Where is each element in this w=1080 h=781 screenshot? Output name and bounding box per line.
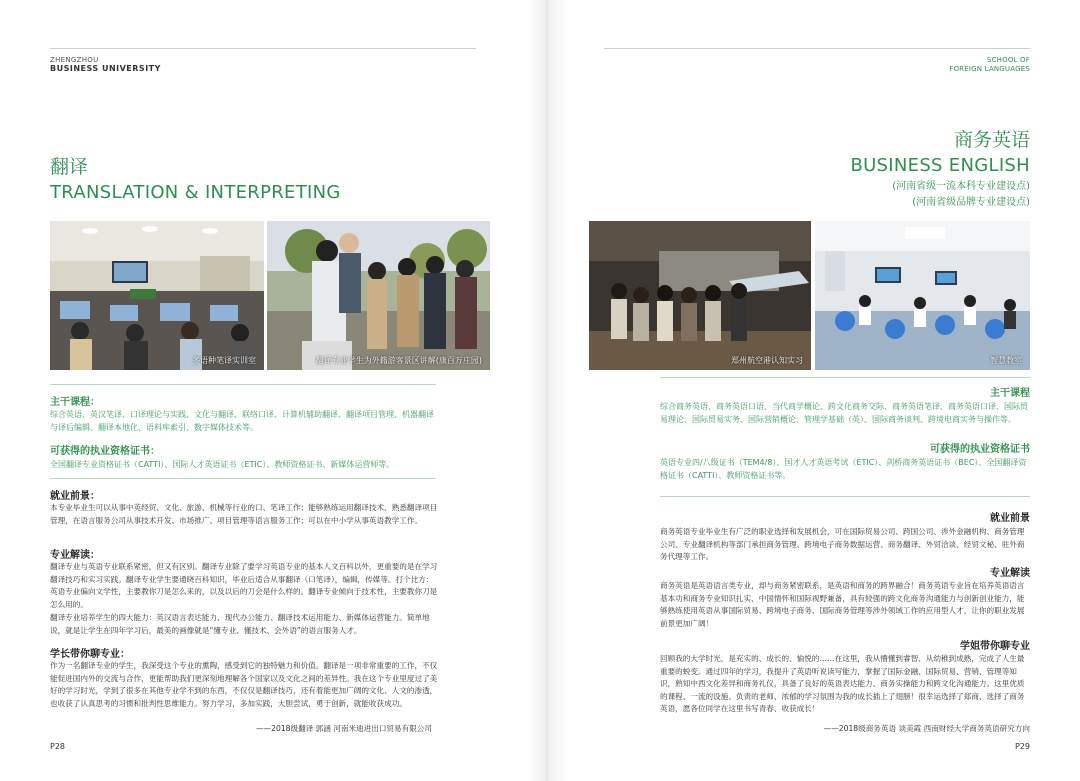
airport-photo xyxy=(589,221,811,370)
left-interpretation-text-1: 翻译专业与英语专业联系紧密，但又有区别。翻译专业除了要学习英语专业的基本人文百科以外，更重要的是在学习翻译技巧和实习实践。翻译专业学生要通晓百科知识，毕业后适合从事翻译（口笔译），编辑，传媒等。打个比方：英语专业偏向文学性，主要教你刀是怎么来的，以及以后的刀会是什么样的。翻译专业倾向于技术性，主要教你刀是怎么用的。 xyxy=(50,562,438,609)
right-senior-label: 学姐带你聊专业 xyxy=(960,641,1030,652)
left-header-top: ZHENGZHOU xyxy=(50,56,99,64)
left-header-rule xyxy=(50,48,476,49)
smart-classroom-caption: 智慧教室 xyxy=(990,356,1022,365)
right-subtitle-1: (河南省级一流本科专业建设点) xyxy=(892,181,1030,192)
airport-photo-caption: 郑州航空港认知实习 xyxy=(731,356,803,365)
right-page-number: P29 xyxy=(1014,742,1030,751)
right-core-courses-label: 主干课程 xyxy=(990,388,1030,399)
right-title-en: BUSINESS ENGLISH xyxy=(850,155,1030,176)
left-core-courses-label: 主干课程： xyxy=(50,397,100,408)
left-title-cn: 翻译 xyxy=(50,156,89,178)
left-certs-text: 全国翻译专业资格证书（CATTI）、国际人才英语证书（ETIC）、教师资格证书、新媒体运营师等。 xyxy=(50,460,395,469)
guide-photo-caption: 翻译专业学生为外籍游客景区讲解(康百万庄园) xyxy=(315,356,482,365)
lab-photo-graphic xyxy=(50,221,264,370)
left-page-number: P28 xyxy=(50,742,66,751)
right-senior-text: 回顾我的大学时光，是充实的、成长的、愉悦的……在这里，我从懵懂到睿智、从幼稚到成熟，完成了人生最重要的蜕变。通过四年的学习，我提升了英语听说读写能力，掌握了国际金融、国际贸易、营销、管理等知识，熟知中西文化差异和商务礼仪，具备了良好的英语表达能力、商务实操能力和跨文化沟通能力。这里优质的课程、一流的设施、负责的老师、浓郁的学习氛围为我的成长插上了翅膀！很幸运选择了郑商、选择了商务英语，愿各位同学在这里书写青春、收获成长！ xyxy=(660,654,1025,714)
right-employment-label: 就业前景 xyxy=(990,513,1030,524)
left-section-rule-2 xyxy=(50,478,436,479)
right-header-top: SCHOOL OF xyxy=(986,56,1030,64)
left-senior-label: 学长带你聊专业： xyxy=(50,649,130,660)
left-certs-label: 可获得的执业资格证书： xyxy=(50,446,160,457)
left-title-en: TRANSLATION & INTERPRETING xyxy=(50,182,341,203)
airport-photo-graphic xyxy=(589,221,811,370)
right-interpretation-label: 专业解读 xyxy=(990,568,1030,579)
right-signature: ——2018级商务英语 谈美霞 西南财经大学商务英语研究方向 xyxy=(823,724,1030,733)
guide-photo-graphic xyxy=(267,221,490,370)
left-employment-label: 就业前景： xyxy=(50,491,100,502)
right-header-bottom: FOREIGN LANGUAGES xyxy=(949,65,1030,73)
right-interpretation-text: 商务英语是英语语言类专业，却与商务紧密联系，是英语和商务的跨界融合！商务英语专业旨在培养英语语言基本功和商务专业知识扎实、中国情怀和国际视野兼备，具有较强的跨文化商务沟通能力与创新创业能力，能够熟练使用英语从事国际贸易、跨境电子商务、国际商务管理等涉外领域工作的应用型人才，让你的职业发展前景更加广阔！ xyxy=(660,581,1025,628)
right-core-courses-text: 综合商务英语、商务英语口语、当代商学概论、跨文化商务交际、商务英语笔译、商务英语口译、国际贸易理论、国际贸易实务、国际营销概论、管理学基础（英）、国际商务谈判、跨境电商实务与操作等。 xyxy=(660,402,1028,424)
left-interpretation-text-2: 翻译专业培养学生的四大能力：英汉语言表达能力、现代办公能力、翻译技术运用能力、新媒体运营能力。简单地说，就是让学生在四年学习后，最美的画像就是“懂专业、懂技术、会外语”的语言服务人才。 xyxy=(50,613,430,635)
right-certs-text: 英语专业四/八级证书（TEM4/8）、国才人才英语考试（ETIC）、剑桥商务英语证书（BEC）、全国翻译资格证书（CATTI）、教师资格证书等。 xyxy=(660,458,1027,480)
lab-photo-caption: 多语种笔译实训室 xyxy=(192,356,256,365)
left-senior-text: 作为一名翻译专业的学生，我深受这个专业的熏陶，感受到它的独特魅力和价值。翻译是一项非常重要的工作，不仅能促进国内外的交流与合作，更能帮助我们更深刻地理解各个国家以及文化之间的差异性。我在这个专业里度过了美好的学习时光，学到了很多在其他专业学不到的东西，不仅仅是翻译技巧，还有着能更加广阔的文化、人文的渗透，也收获了认真思考的习惯和批判性思维能力。努力学习，多加实践，大胆尝试，勇于创新，就能收获成功。 xyxy=(50,661,438,708)
smart-classroom-graphic xyxy=(815,221,1030,370)
right-subtitle-2: (河南省级品牌专业建设点) xyxy=(912,197,1030,208)
lab-photo xyxy=(50,221,264,370)
smart-classroom-photo xyxy=(815,221,1030,370)
right-header-rule xyxy=(604,48,1030,49)
guide-photo xyxy=(267,221,490,370)
left-header-bottom: BUSINESS UNIVERSITY xyxy=(50,64,161,73)
left-interpretation-label: 专业解读： xyxy=(50,550,100,561)
right-section-rule xyxy=(660,377,1030,378)
left-section-rule xyxy=(50,384,436,385)
left-signature: ——2018级翻译 郭涵 河南米迪进出口贸易有限公司 xyxy=(255,724,432,733)
right-title-cn: 商务英语 xyxy=(953,129,1030,151)
left-core-courses-text: 综合英语、英汉笔译、口译理论与实践、文化与翻译、联络口译、计算机辅助翻译、翻译项目管理、机器翻译与译后编辑、翻译本地化、语料库索引、数字媒体技术等。 xyxy=(50,410,434,432)
right-certs-label: 可获得的执业资格证书 xyxy=(930,444,1030,455)
page-gutter xyxy=(527,0,567,781)
left-employment-text: 本专业毕业生可以从事中英经贸、文化、旅游、机械等行业的口、笔译工作；能够熟练运用翻译技术、熟悉翻译项目管理，在语言服务公司从事技术开发、市场推广、项目管理等语言服务工作；可以在中小学从事英语教学工作。 xyxy=(50,503,438,525)
right-section-rule-2 xyxy=(660,496,1030,497)
right-employment-text: 商务英语专业毕业生有广泛的职业选择和发展机会，可在国际贸易公司、跨国公司、涉外金融机构、商务管理公司、专业翻译机构等部门承担商务管理、跨境电子商务数据运营、商务翻译、外贸洽谈、经贸文秘、驻外商务代理等工作。 xyxy=(660,527,1025,562)
